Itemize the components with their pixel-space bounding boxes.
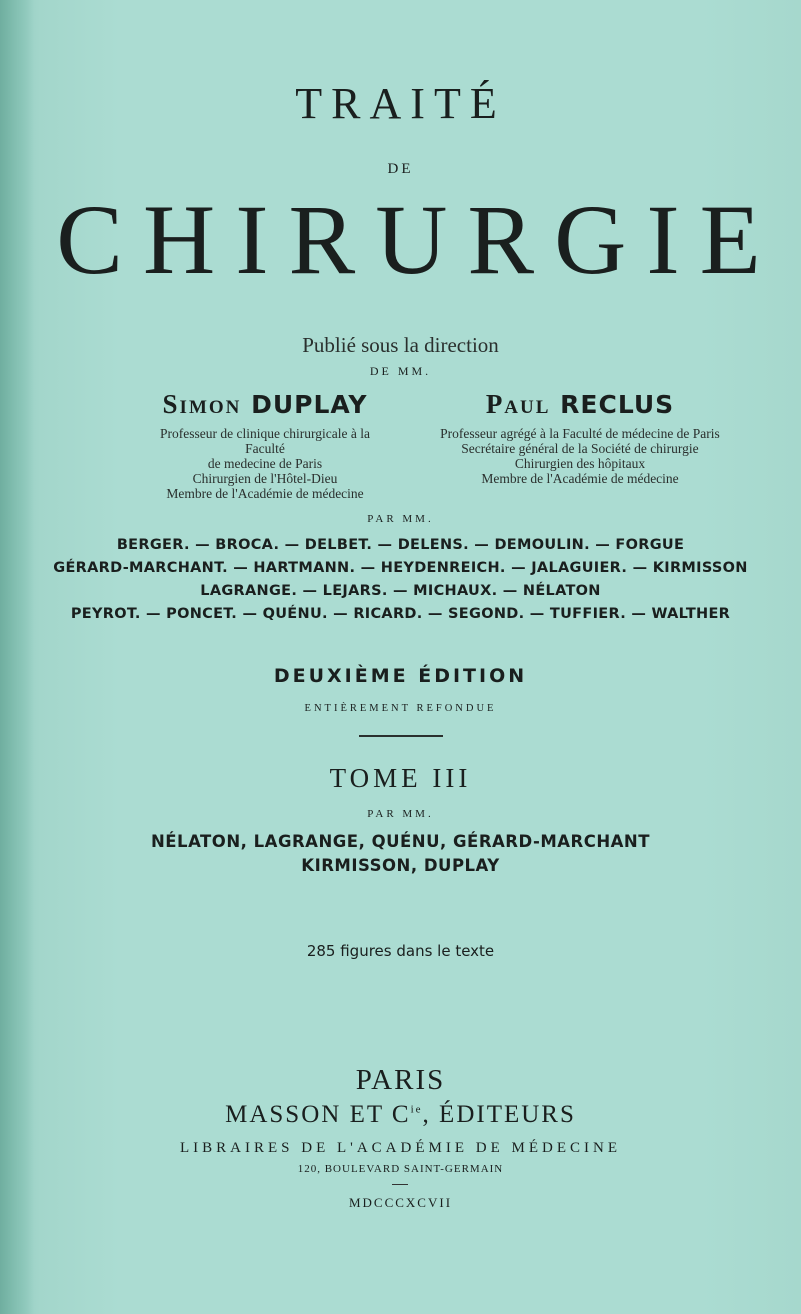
director-credential: Membre de l'Académie de médecine: [166, 486, 364, 501]
edition-note: ENTIÈREMENT REFONDUE: [304, 703, 497, 714]
edition-heading: DEUXIÈME ÉDITION: [273, 665, 528, 687]
contributors-line: BERGER. — BROCA. — DELBET. — DELENS. — DEMOULIN. — FORGUE: [116, 537, 685, 553]
title-preposition: DE: [387, 161, 414, 177]
publisher-name: MASSON ET $C^{ie}$, ÉDITEURS: [225, 1101, 576, 1128]
figures-count: 285 figures dans le texte: [306, 942, 495, 960]
contributors-line: LAGRANGE. — LEJARS. — MICHAUX. — NÉLATON: [200, 583, 601, 599]
publication-date: MDCCCXCVII: [348, 1195, 453, 1210]
director-duplay: [140, 389, 390, 501]
contributors-line: GÉRARD-MARCHANT. — HARTMANN. — HEYDENREICH. — JALAGUIER. — KIRMISSON: [53, 560, 748, 576]
tome-authors: [0, 830, 801, 878]
book-title: TRAITÉ: [295, 79, 506, 128]
publisher-address: 120, BOULEVARD SAINT-GERMAIN: [297, 1163, 504, 1175]
tome-authors-line: NÉLATON, LAGRANGE, QUÉNU, GÉRARD-MARCHANT: [150, 832, 651, 851]
director-credential: Professeur agrégé à la Faculté de médecine de Paris: [440, 426, 720, 441]
published-under: Publié sous la direction: [302, 333, 499, 357]
divider-rule: [359, 735, 443, 737]
book-subject: CHIRURGIE: [56, 184, 781, 295]
director-credential: Professeur de clinique chirurgicale à la Faculté: [159, 426, 371, 456]
tome-heading: TOME III: [329, 763, 472, 793]
director-credential: de medecine de Paris: [207, 456, 323, 471]
director-name: Paul RECLUS: [485, 389, 675, 419]
director-name: Simon DUPLAY: [162, 389, 368, 419]
short-divider: [392, 1184, 408, 1185]
contributors-line: PEYROT. — PONCET. — QUÉNU. — RICARD. — SEGOND. — TUFFIER. — WALTHER: [70, 606, 731, 622]
contributors-label: PAR MM.: [367, 513, 434, 525]
director-reclus: [395, 389, 765, 486]
director-credential: Chirurgien de l'Hôtel-Dieu: [192, 471, 338, 486]
directors-label: DE MM.: [369, 364, 432, 378]
publication-city: PARIS: [355, 1064, 446, 1096]
director-credential: Membre de l'Académie de médecine: [481, 471, 679, 486]
tome-authors-line: KIRMISSON, DUPLAY: [301, 856, 500, 875]
tome-authors-label: PAR MM.: [367, 808, 434, 820]
contributors-list: [0, 534, 801, 626]
publisher-description: LIBRAIRES DE L'ACADÉMIE DE MÉDECINE: [179, 1140, 621, 1156]
director-credential: Chirurgien des hôpitaux: [514, 456, 646, 471]
director-credential: Secrétaire général de la Société de chirurgie: [461, 441, 699, 456]
